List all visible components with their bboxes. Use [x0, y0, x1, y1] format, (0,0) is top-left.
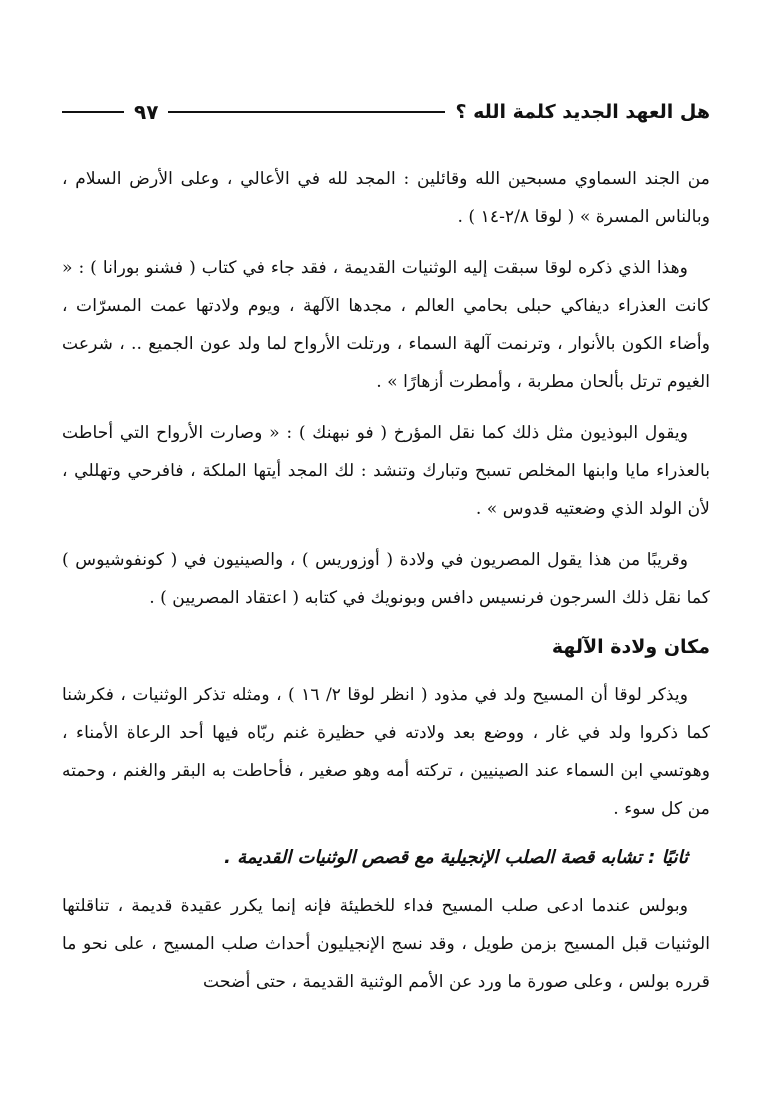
header-rule — [168, 111, 445, 113]
header-title: هل العهد الجديد كلمة الله ؟ — [455, 101, 710, 123]
running-header — [62, 92, 710, 132]
paragraph: وقريبًا من هذا يقول المصريون في ولادة ( أوزوريس ) ، والصينيون في ( كونفوشيوس ) كما نقل ذلك السرجون فرنسيس دافس وبونويك في كتابه ( اعتقاد المصريين ) . — [62, 550, 710, 608]
paragraph: من الجند السماوي مسبحين الله وقائلين : المجد لله في الأعالي ، وعلى الأرض السلام ، وبالناس المسرة » ( لوقا ٢/٨-١٤ ) . — [62, 169, 710, 227]
header-rule-end — [62, 111, 124, 113]
paragraph: ويقول البوذيون مثل ذلك كما نقل المؤرخ ( فو نبهنك ) : « وصارت الأرواح التي أحاطت بالعذراء مايا وابنها المخلص تسبح وتبارك وتنشد : لك المجد أيتها الملكة ، فافرحي وتهللي ، لأن الولد الذي وضعتيه قدوس » . — [62, 423, 710, 519]
section-heading: ثانيًا : تشابه قصة الصلب الإنجيلية مع قصص الوثنيات القديمة . — [224, 847, 688, 868]
page-number: ٩٧ — [134, 100, 159, 124]
section-heading: مكان ولادة الآلهة — [551, 636, 710, 658]
document-page — [62, 92, 710, 1014]
paragraph: وبولس عندما ادعى صلب المسيح فداء للخطيئة فإنه إنما يكرر عقيدة قديمة ، تناقلتها الوثنيات قبل المسيح بزمن طويل ، وقد نسج الإنجيليون أحداث صلب المسيح ، على نحو ما قرره بولس ، وعلى صورة ما ورد عن الأمم الوثنية القديمة ، حتى أضحت — [62, 896, 710, 992]
paragraph: وهذا الذي ذكره لوقا سبقت إليه الوثنيات القديمة ، فقد جاء في كتاب ( فشنو بورانا ) : « كانت العذراء ديفاكي حبلى بحامي العالم ، مجدها الآلهة ، ويوم ولادتها عمت المسرّات ، وأضاء الكون بالأنوار ، وترنمت آلهة السماء ، ورتلت الأرواح لما ولد عون الجميع .. ، شرعت الغيوم ترتل بألحان مطربة ، وأمطرت أزهارًا » . — [62, 258, 710, 392]
paragraph: ويذكر لوقا أن المسيح ولد في مذود ( انظر لوقا ٢/ ١٦ ) ، ومثله تذكر الوثنيات ، فكرشنا كما ذكروا ولد في غار ، ووضع بعد ولادته في حظيرة غنم ربّاه فيها أحد الرعاة الأمناء ، وهوتسي ابن السماء عند الصينيين ، تركته أمه وهو صغير ، فأحاطت به البقر والغنم ، وحمته من كل سوء . — [62, 685, 710, 819]
